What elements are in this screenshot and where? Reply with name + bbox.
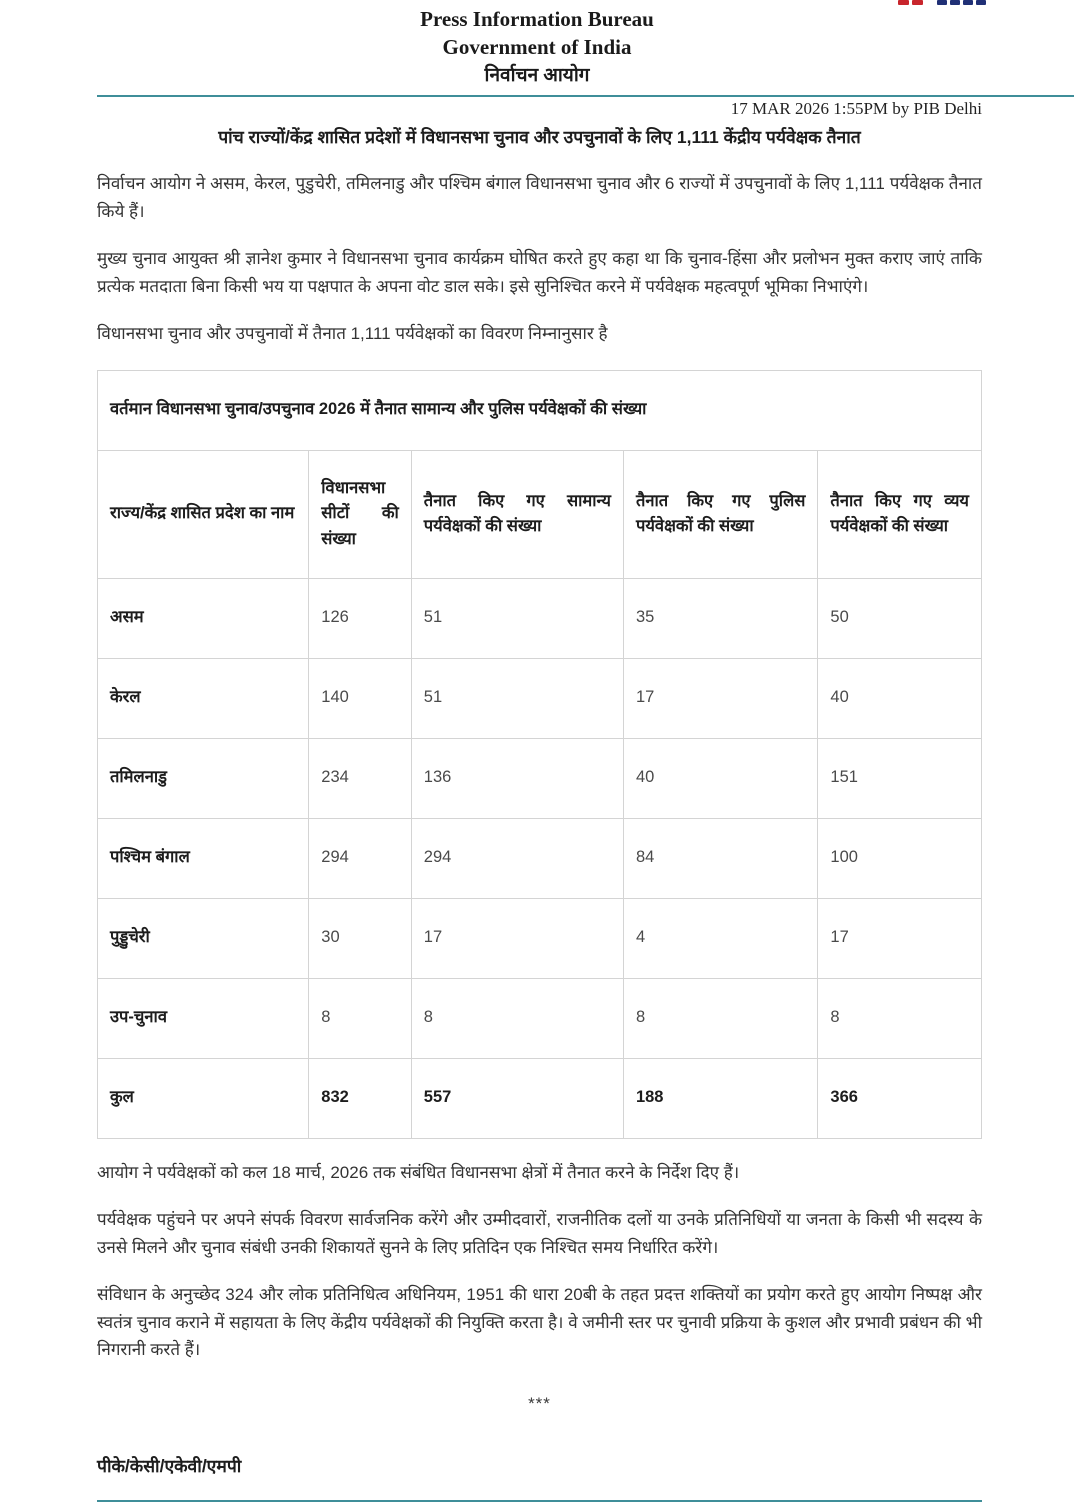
general-observers-cell: 8 — [411, 978, 623, 1058]
expenditure-observers-cell: 151 — [818, 738, 982, 818]
outro-paragraph: पर्यवेक्षक पहुंचने पर अपने संपर्क विवरण सार्वजनिक करेंगे और उम्मीदवारों, राजनीतिक दलों या उनके प्रतिनिधियों या जनता के किसी भी सदस्य के उनसे मिलने और चुनाव संबंधी उनकी शिकायतें सुनने के लिए प्रतिदिन एक निश्चित समय निर्धारित करेंगे। — [97, 1210, 982, 1257]
table-row — [98, 658, 982, 738]
government-name: Government of India — [442, 34, 632, 59]
column-header-2: तैनात किए गए सामान्य पर्यवेक्षकों की संख्या — [411, 450, 623, 578]
table-caption-row — [98, 370, 982, 450]
column-header-0: राज्य/केंद्र शासित प्रदेश का नाम — [98, 450, 309, 578]
state-name-cell: पुड्डुचेरी — [98, 898, 309, 978]
police-observers-cell: 35 — [623, 578, 817, 658]
logo-navy-mark — [963, 0, 973, 5]
general-observers-cell: 51 — [411, 578, 623, 658]
org-name: Press Information Bureau — [420, 7, 654, 31]
page-title: पांच राज्यों/केंद्र शासित प्रदेशों में विधानसभा चुनाव और उपचुनावों के लिए 1,111 केंद्रीय पर्यवेक्षक तैनात — [218, 127, 861, 148]
expenditure-observers-cell: 17 — [818, 898, 982, 978]
expenditure-observers-cell: 8 — [818, 978, 982, 1058]
column-header-3: तैनात किए गए पुलिस पर्यवेक्षकों की संख्या — [623, 450, 817, 578]
outro-paragraph: संविधान के अनुच्छेद 324 और लोक प्रतिनिधित्व अधिनियम, 1951 की धारा 20बी के तहत प्रदत्त शक्तियों का प्रयोग करते हुए आयोग निष्पक्ष और स्वतंत्र चुनाव कराने में सहायता के लिए केंद्रीय पर्यवेक्षकों की नियुक्ति करता है। वे जमीनी स्तर पर चुनावी प्रक्रिया के कुशल और प्रभावी प्रबंधन की भी निगरानी करते हैं। — [97, 1285, 982, 1360]
police-observers-cell: 8 — [623, 978, 817, 1058]
logo-red-mark — [898, 0, 909, 5]
assembly-seats-cell: 234 — [309, 738, 412, 818]
state-name-cell: असम — [98, 578, 309, 658]
state-name-cell: तमिलनाडु — [98, 738, 309, 818]
table-caption: वर्तमान विधानसभा चुनाव/उपचुनाव 2026 में तैनात सामान्य और पुलिस पर्यवेक्षकों की संख्या — [98, 370, 982, 450]
police-observers-cell: 17 — [623, 658, 817, 738]
column-header-4: तैनात किए गए व्यय पर्यवेक्षकों की संख्या — [818, 450, 982, 578]
state-name-cell: कुल — [98, 1058, 309, 1138]
general-observers-cell: 51 — [411, 658, 623, 738]
author-initials: पीके/केसी/एकेवी/एमपी — [97, 1455, 242, 1476]
table-header-row — [98, 450, 982, 578]
table-row — [98, 898, 982, 978]
table-row — [98, 738, 982, 818]
logo-red-mark — [912, 0, 923, 5]
general-observers-cell: 557 — [411, 1058, 623, 1138]
general-observers-cell: 294 — [411, 818, 623, 898]
observer-table-body — [98, 578, 982, 1138]
logo-navy-mark — [950, 0, 960, 5]
intro-paragraph: मुख्य चुनाव आयुक्त श्री ज्ञानेश कुमार ने विधानसभा चुनाव कार्यक्रम घोषित करते हुए कहा था कि चुनाव-हिंसा और प्रलोभन मुक्त कराए जाएं ताकि प्रत्येक मतदाता बिना किसी भय या पक्षपात के अपना वोट डाल सके। इसे सुनिश्चित करने में पर्यवेक्षक महत्वपूर्ण भूमिका निभाएंगे। — [97, 249, 982, 296]
police-observers-cell: 188 — [623, 1058, 817, 1138]
header-divider — [97, 95, 1074, 97]
state-name-cell: पश्चिम बंगाल — [98, 818, 309, 898]
police-observers-cell: 4 — [623, 898, 817, 978]
expenditure-observers-cell: 366 — [818, 1058, 982, 1138]
table-row — [98, 578, 982, 658]
press-release-body — [0, 99, 1074, 1478]
assembly-seats-cell: 126 — [309, 578, 412, 658]
end-separator: *** — [528, 1393, 551, 1413]
cropped-logo-fragment-icon — [898, 0, 986, 6]
expenditure-observers-cell: 50 — [818, 578, 982, 658]
intro-paragraph: विधानसभा चुनाव और उपचुनावों में तैनात 1,111 पर्यवेक्षकों का विवरण निम्नानुसार है — [97, 324, 608, 344]
logo-navy-mark — [937, 0, 947, 5]
ministry-name: निर्वाचन आयोग — [484, 65, 590, 87]
table-row — [98, 1058, 982, 1138]
assembly-seats-cell: 294 — [309, 818, 412, 898]
expenditure-observers-cell: 40 — [818, 658, 982, 738]
police-observers-cell: 40 — [623, 738, 817, 818]
general-observers-cell: 17 — [411, 898, 623, 978]
general-observers-cell: 136 — [411, 738, 623, 818]
masthead — [0, 0, 1074, 89]
column-header-1: विधानसभा सीटों की संख्या — [309, 450, 412, 578]
assembly-seats-cell: 30 — [309, 898, 412, 978]
outro-paragraph: आयोग ने पर्यवेक्षकों को कल 18 मार्च, 2026 तक संबंधित विधानसभा क्षेत्रों में तैनात करने के निर्देश दिए हैं। — [97, 1162, 740, 1182]
dateline: 17 MAR 2026 1:55PM by PIB Delhi — [730, 99, 982, 119]
table-row — [98, 818, 982, 898]
expenditure-observers-cell: 100 — [818, 818, 982, 898]
police-observers-cell: 84 — [623, 818, 817, 898]
assembly-seats-cell: 832 — [309, 1058, 412, 1138]
table-row — [98, 978, 982, 1058]
intro-paragraph: निर्वाचन आयोग ने असम, केरल, पुडुचेरी, तमिलनाडु और पश्चिम बंगाल विधानसभा चुनाव और 6 राज्यों में उपचुनावों के लिए 1,111 पर्यवेक्षक तैनात किये हैं। — [97, 173, 982, 221]
assembly-seats-cell: 8 — [309, 978, 412, 1058]
logo-navy-mark — [976, 0, 986, 5]
observer-deployment-table — [97, 370, 982, 1139]
state-name-cell: केरल — [98, 658, 309, 738]
state-name-cell: उप-चुनाव — [98, 978, 309, 1058]
assembly-seats-cell: 140 — [309, 658, 412, 738]
